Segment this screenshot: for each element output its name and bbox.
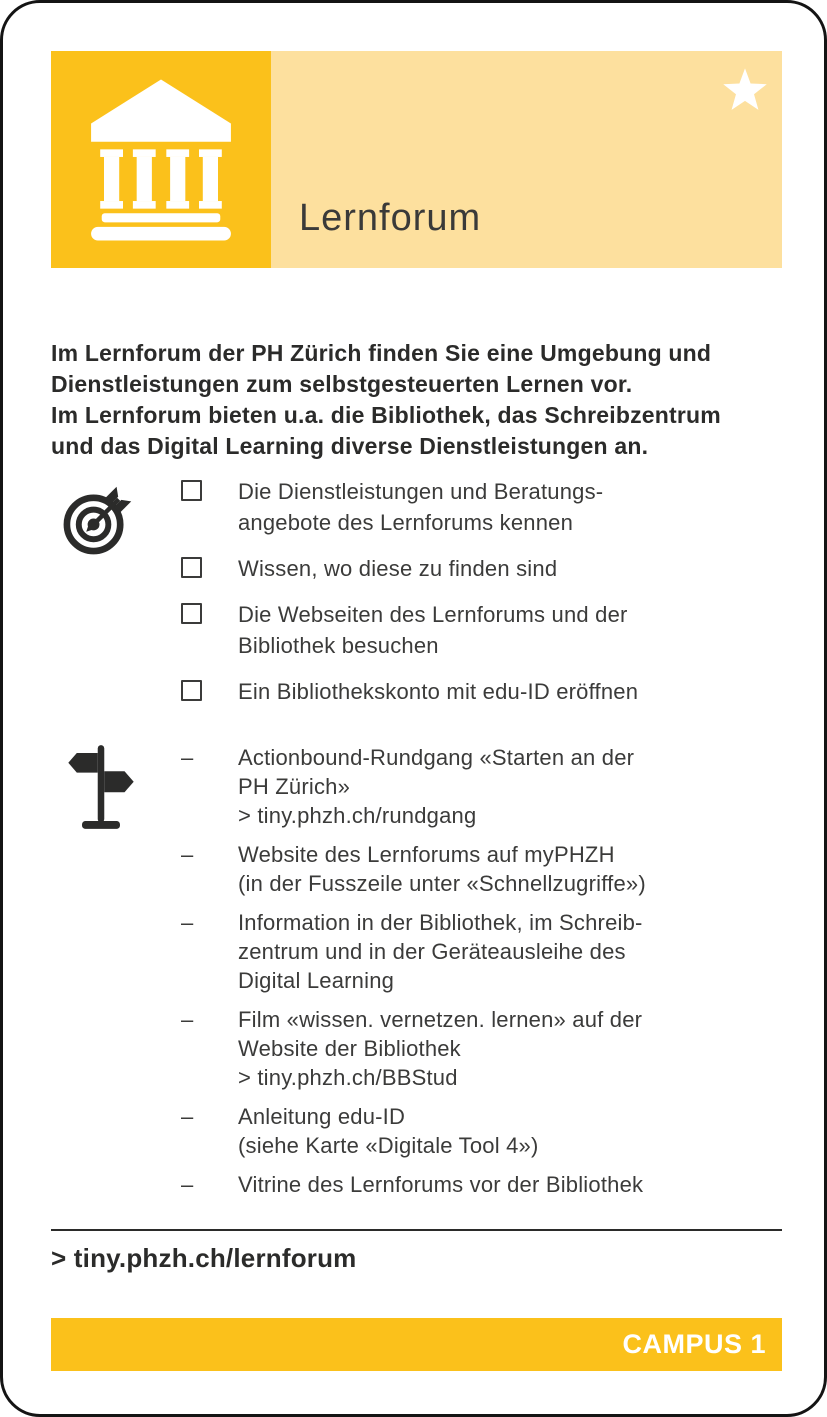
marker-col xyxy=(181,553,238,578)
marker-col xyxy=(181,476,238,501)
marker-col xyxy=(181,599,238,624)
pointer-label: Vitrine des Lernforums vor der Bibliothek xyxy=(238,1172,644,1197)
goal-item xyxy=(181,476,756,538)
pointer-label: Film «wissen. vernetzen. lernen» auf der Website der Bibliothek > tiny.phzh.ch/BBStud xyxy=(238,1007,643,1090)
dash-marker: – xyxy=(181,910,194,935)
target-icon-wrap xyxy=(61,483,135,557)
intro-paragraph: Im Lernforum der PH Zürich finden Sie eine Umgebung und Dienstleistungen zum selbstgesteuerten Lernen vor. Im Lernforum bieten u.a. die Bibliothek, das Schreibzentrum und das Digital Learning diverse Dienstleistungen an. xyxy=(51,340,721,459)
checkbox[interactable] xyxy=(181,480,202,501)
checkbox[interactable] xyxy=(181,557,202,578)
card-header xyxy=(51,51,782,268)
star-icon xyxy=(722,68,768,112)
goal-label: Wissen, wo diese zu finden sind xyxy=(238,556,558,581)
checkbox[interactable] xyxy=(181,603,202,624)
header-icon-box xyxy=(51,51,271,268)
pointer-item xyxy=(181,743,756,830)
target-icon xyxy=(61,483,135,557)
pointer-item xyxy=(181,1170,756,1199)
marker-col xyxy=(181,676,238,701)
pointer-item xyxy=(181,908,756,995)
goal-item xyxy=(181,599,756,661)
pointer-label: Website des Lernforums auf myPHZH (in der Fusszeile unter «Schnellzugriffe») xyxy=(238,842,646,896)
pointer-item xyxy=(181,840,756,898)
pointer-label: Actionbound-Rundgang «Starten an der PH Zürich» > tiny.phzh.ch/rundgang xyxy=(238,745,635,828)
page-title: Lernforum xyxy=(299,197,482,239)
goal-label: Ein Bibliothekskonto mit edu-ID eröffnen xyxy=(238,679,639,704)
dash-marker: – xyxy=(181,1007,194,1032)
dash-marker: – xyxy=(181,745,194,770)
signpost-icon xyxy=(67,745,135,829)
goal-item xyxy=(181,676,756,707)
dash-marker: – xyxy=(181,1172,194,1197)
lernforum-url-link[interactable]: > tiny.phzh.ch/lernforum xyxy=(51,1243,357,1273)
checkbox[interactable] xyxy=(181,680,202,701)
campus-badge: CAMPUS 1 xyxy=(622,1329,766,1359)
campus-bar xyxy=(51,1318,782,1371)
divider xyxy=(51,1229,782,1231)
goal-label: Die Webseiten des Lernforums und der Bibliothek besuchen xyxy=(238,602,628,658)
pointer-item xyxy=(181,1102,756,1160)
pointers-list xyxy=(181,743,756,1209)
pointer-label: Information in der Bibliothek, im Schreib- zentrum und in der Geräteausleihe des Digital Learning xyxy=(238,910,643,993)
signpost-icon-wrap xyxy=(67,745,135,829)
goal-label: Die Dienstleistungen und Beratungs- angebote des Lernforums kennen xyxy=(238,479,604,535)
header-title-box xyxy=(271,51,782,268)
dash-marker: – xyxy=(181,842,194,867)
pointer-item xyxy=(181,1005,756,1092)
goals-list xyxy=(181,476,756,722)
dash-marker: – xyxy=(181,1104,194,1129)
library-building-icon xyxy=(85,79,237,241)
pointer-label: Anleitung edu-ID (siehe Karte «Digitale Tool 4») xyxy=(238,1104,539,1158)
goal-item xyxy=(181,553,756,584)
